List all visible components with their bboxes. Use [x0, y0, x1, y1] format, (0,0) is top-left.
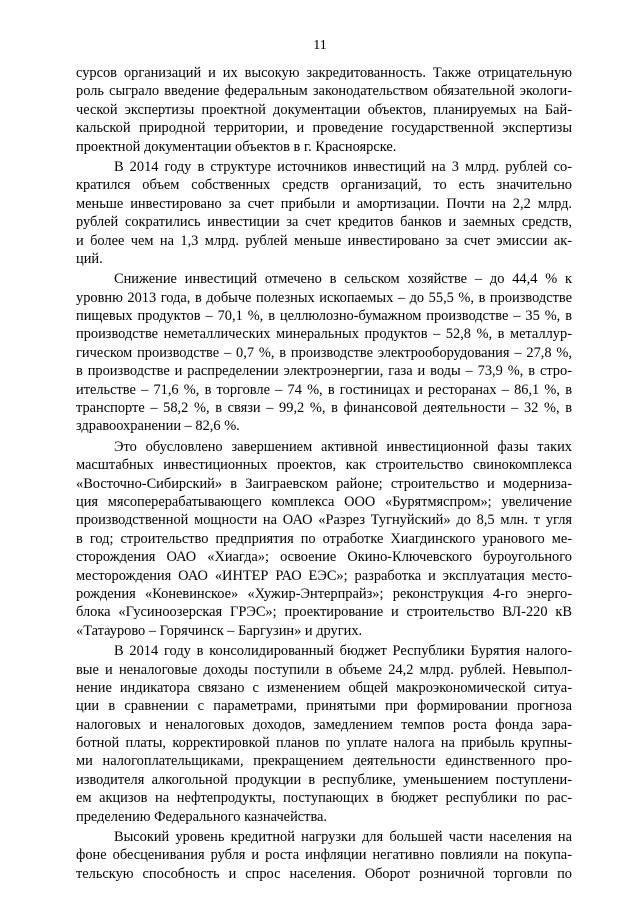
text-line: ции в сравнении с параметрами, принятыми при формировании прогноза: [76, 698, 572, 715]
text-line: ческой экспертизы проектной документации объектов, планируемых на Бай-: [76, 101, 572, 118]
paragraph: [76, 270, 572, 436]
text-line: тельскую способность и спрос населения. Оборот розничной торговли по: [76, 865, 572, 882]
text-line: в производстве и распределении электроэнергии, газа и воды – 73,9 %, в стро-: [76, 363, 572, 380]
text-line: ботной платы, корректировкой планов по уплате налога на прибыль крупны-: [76, 735, 572, 752]
text-line: В 2014 году в консолидированный бюджет Республики Бурятия налого-: [114, 643, 572, 660]
text-line: рублей сократились инвестиции за счет кредитов банков и заемных средств,: [76, 214, 572, 231]
paragraph: [76, 64, 572, 156]
text-line: уровню 2013 года, в добыче полезных ископаемых – до 55,5 %, в производстве: [76, 289, 572, 306]
text-line: нение индикатора связано с изменением общей макроэкономической ситуа-: [76, 679, 572, 696]
text-line: пределению Федерального казначейства.: [76, 808, 328, 825]
text-line: блока «Гусиноозерская ГРЭС»; проектирование и строительство ВЛ-220 кВ: [76, 604, 572, 621]
text-line: Высокий уровень кредитной нагрузки для большей части населения на: [114, 829, 572, 846]
text-line: В 2014 году в структуре источников инвестиций на 3 млрд. рублей со-: [114, 158, 572, 175]
text-line: производственной мощности на ОАО «Разрез Тугнуйский» до 8,5 млн. т угля: [76, 512, 572, 529]
text-line: кратился объем собственных средств организаций, то есть значительно: [76, 177, 572, 194]
text-line: вые и неналоговые доходы поступили в объеме 24,2 млрд. рублей. Невыпол-: [76, 661, 572, 678]
text-line: в год; строительство предприятия по отработке Хиагдинского уранового ме-: [76, 530, 572, 547]
text-line: «Татаурово – Горячинск – Баргузин» и других.: [76, 622, 363, 639]
text-line: «Восточно-Сибирский» в Заиграевском районе; строительство и модерниза-: [76, 475, 572, 492]
text-line: пищевых продуктов – 70,1 %, в целлюлозно-бумажном производстве – 35 %, в: [76, 308, 572, 325]
text-line: кальской природной территории, и проведение государственной экспертизы: [76, 120, 572, 137]
paragraph: [76, 158, 572, 268]
document-body: [76, 64, 572, 883]
text-line: масштабных инвестиционных проектов, как строительство свинокомплекса: [76, 457, 572, 474]
text-line: налоговых и неналоговых доходов, замедлением темпов роста фонда зара-: [76, 716, 572, 733]
text-line: гическом производстве – 0,7 %, в производстве электрооборудования – 27,8 %,: [76, 344, 572, 361]
text-line: проектной документации объектов в г. Красноярске.: [76, 138, 397, 155]
text-line: ция мясоперерабатывающего комплекса ООО «Бурятмяспром»; увеличение: [76, 493, 572, 510]
text-line: здравоохранении – 82,6 %.: [76, 418, 240, 435]
text-line: ми налогоплательщиками, прекращением деятельности единственного про-: [76, 753, 572, 770]
text-line: ций.: [76, 250, 103, 267]
text-line: Снижение инвестиций отмечено в сельском хозяйстве – до 44,4 % к: [114, 271, 572, 288]
text-line: рождения «Коневинское» «Хужир-Энтерпрайз»; реконструкция 4-го энерго-: [76, 585, 572, 602]
text-line: ем акцизов на нефтепродукты, поступающих в бюджет республики по рас-: [76, 790, 572, 807]
text-line: сторождения ОАО «Хиагда»; освоение Окино-Ключевского буроугольного: [76, 549, 572, 566]
paragraph: [76, 828, 572, 883]
text-line: меньше инвестировано за счет прибыли и амортизации. Почти на 2,2 млрд.: [76, 195, 572, 212]
text-line: сурсов организаций и их высокую закредитованность. Также отрицательную: [76, 65, 572, 81]
text-line: фоне обесценивания рубля и роста инфляции негативно повлияли на покупа-: [76, 847, 572, 864]
text-line: ительстве – 71,6 %, в торговле – 74 %, в гостиницах и ресторанах – 86,1 %, в: [76, 381, 572, 398]
text-line: и более чем на 1,3 млрд. рублей меньше инвестировано за счет эмиссии ак-: [76, 232, 572, 249]
text-line: транспорте – 58,2 %, в связи – 99,2 %, в финансовой деятельности – 32 %, в: [76, 400, 572, 417]
paragraph: [76, 438, 572, 640]
text-line: месторождения ОАО «ИНТЕР РАО ЕЭС»; разработка и эксплуатация место-: [76, 567, 572, 584]
text-line: изводителя алкогольной продукции в республике, уменьшением поступлени-: [76, 771, 572, 788]
text-line: роль сыграло введение федеральным законодательством обязательной экологи-: [76, 83, 572, 100]
page-number: 11: [313, 38, 327, 53]
text-line: Это обусловлено завершением активной инвестиционной фазы таких: [114, 438, 572, 455]
text-line: производстве неметаллических минеральных продуктов – 52,8 %, в металлур-: [76, 326, 572, 343]
paragraph: [76, 642, 572, 826]
